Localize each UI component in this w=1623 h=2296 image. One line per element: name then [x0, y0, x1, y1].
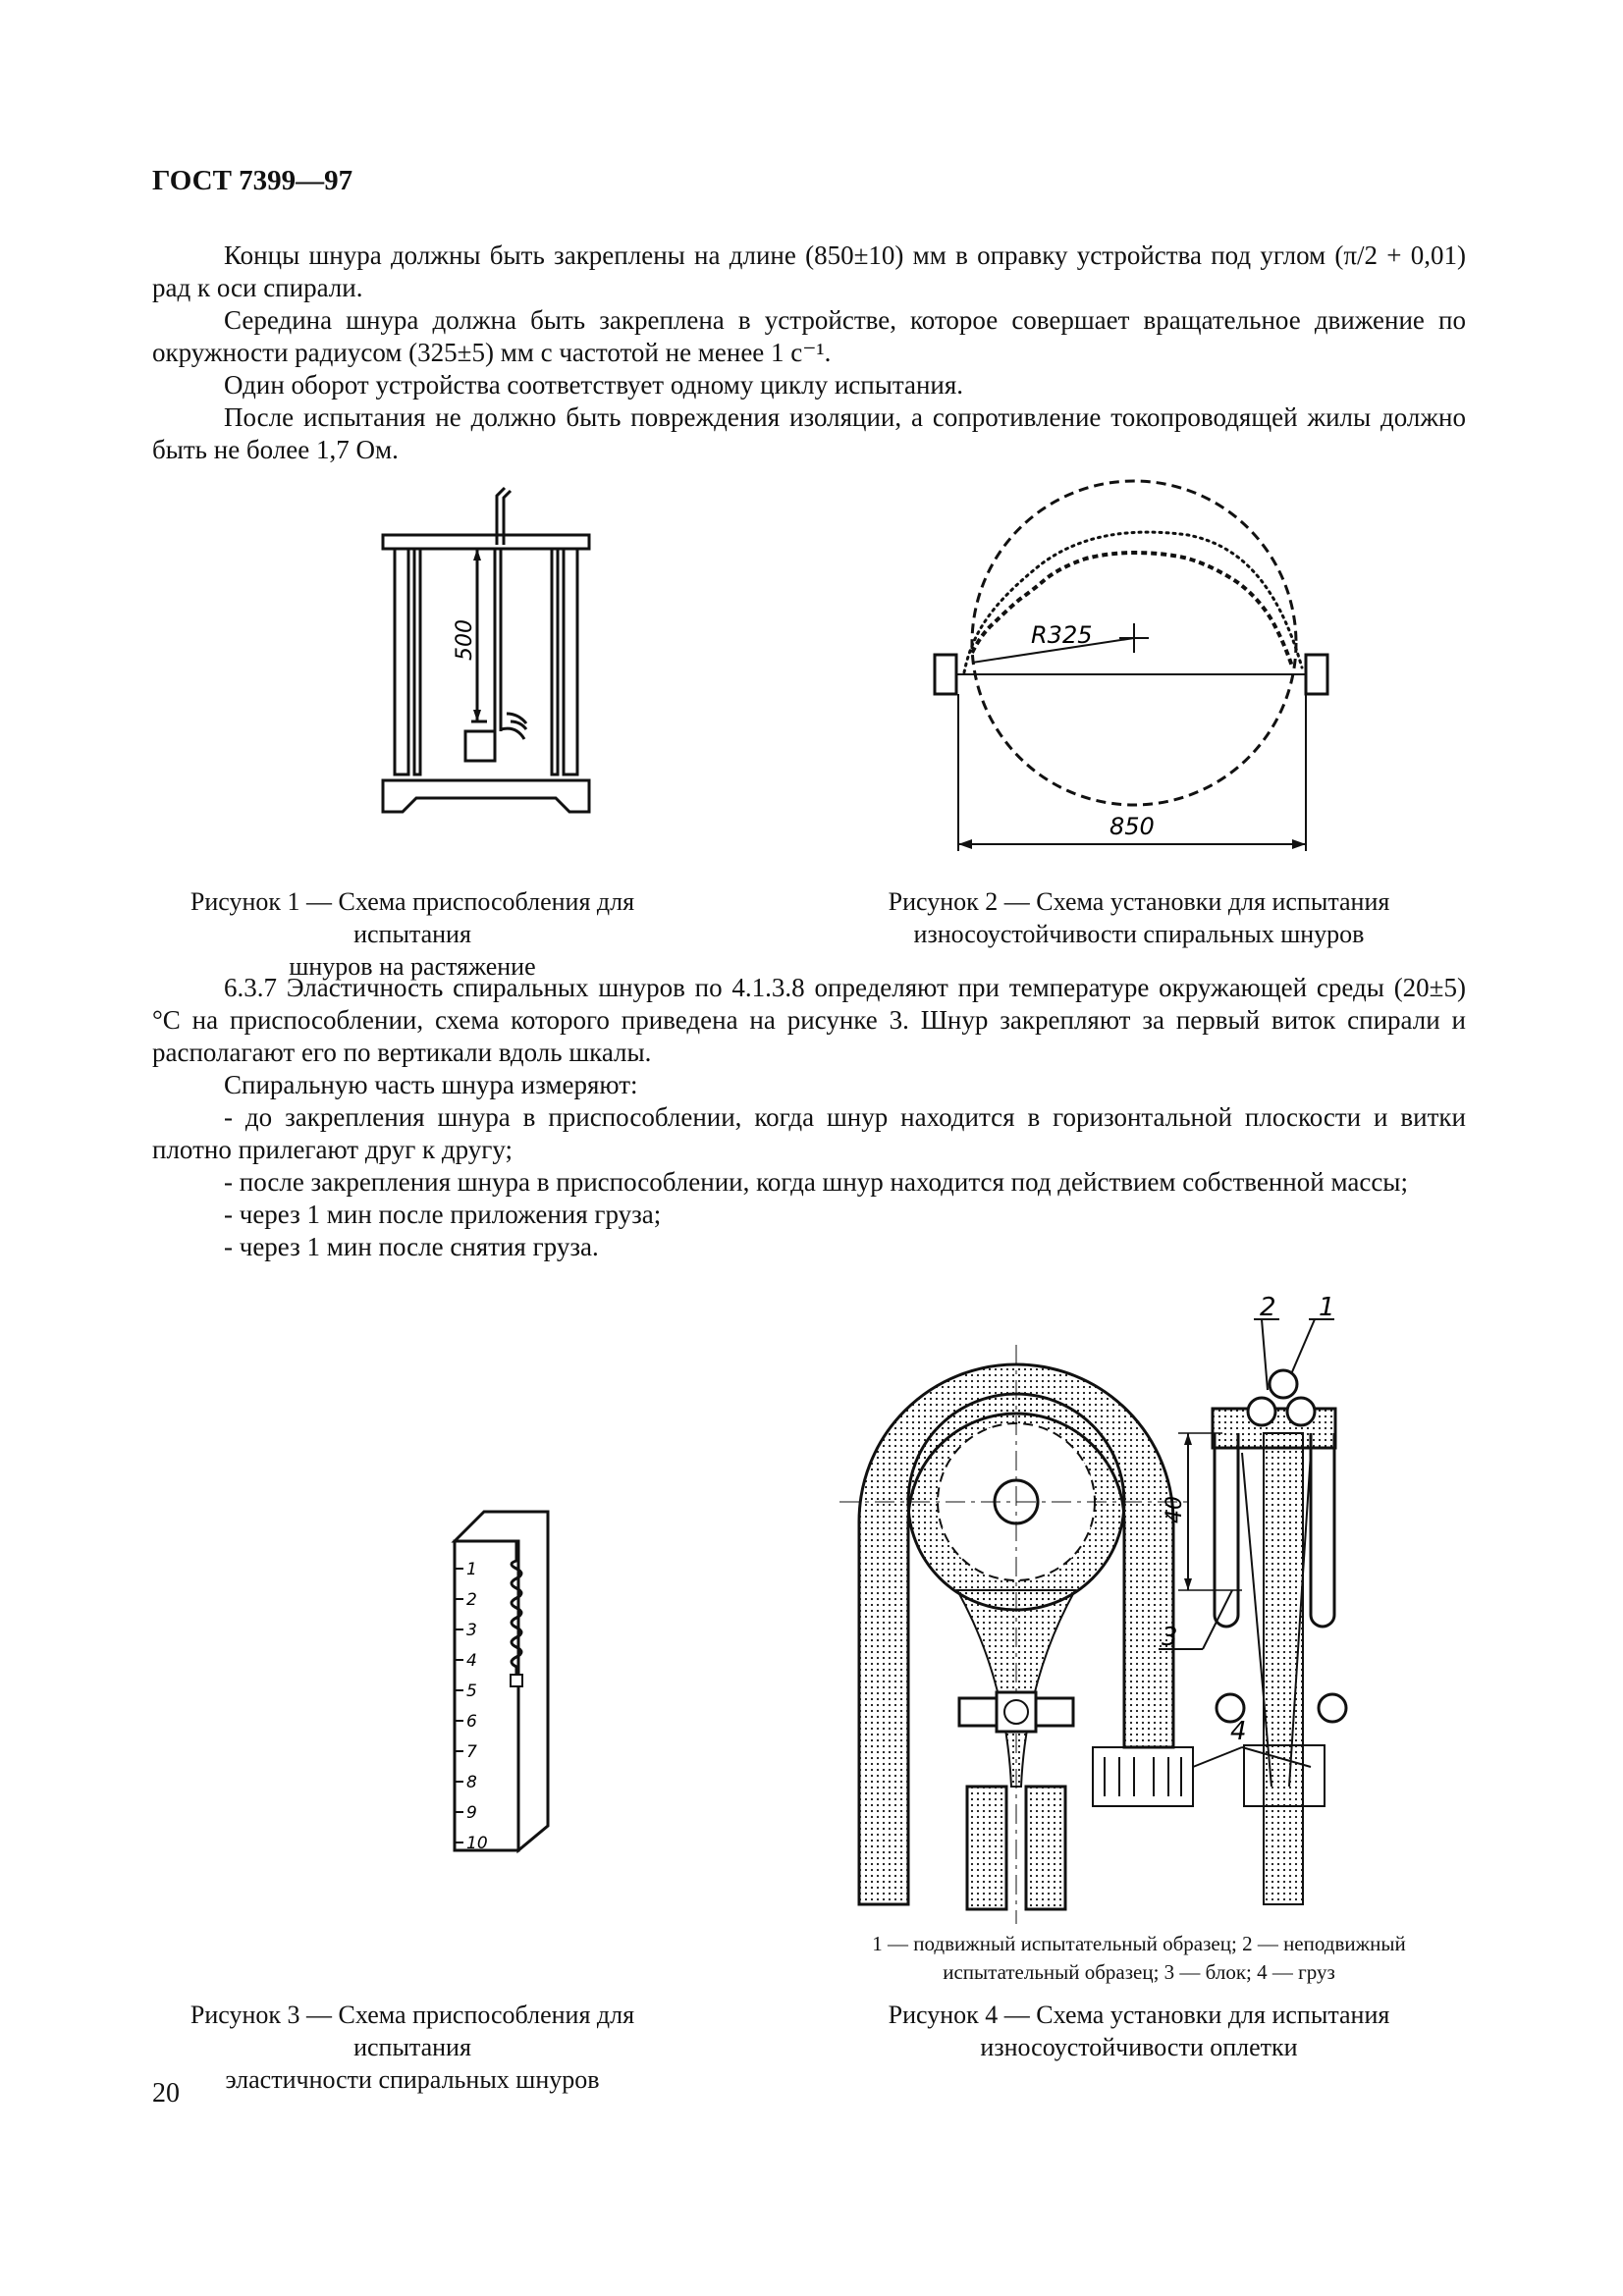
paragraph-measure: Спиральную часть шнура измеряют: [224, 1070, 638, 1099]
top-text-block [152, 240, 1466, 466]
page-number: 20 [152, 2078, 180, 2109]
paragraph-after-test: После испытания не должно быть повреждения изоляции, а сопротивление токопроводящей жилы должно быть не более 1,7 Ом. [152, 402, 1466, 464]
paragraph-elasticity: 6.3.7 Эластичность спиральных шнуров по 4.1.3.8 определяют при температуре окружающей среды (20±5) °С на приспособлении, схема которого приведена на рисунке 3. Шнур закрепляют за первый виток спирали и располагают его по вертикали вдоль шкалы. [152, 973, 1466, 1067]
figure-4-caption [844, 1999, 1434, 2063]
callout-3: 3 [1162, 1623, 1178, 1652]
list-item-before: - до закрепления шнура в приспособлении, когда шнур находится в горизонтальной плоскости и витки плотно прилегают друг к другу; [152, 1102, 1466, 1164]
figure-2-caption-line1: Рисунок 2 — Схема установки для испытания [888, 887, 1390, 916]
paragraph-cord-middle: Середина шнура должна быть закреплена в устройстве, которое совершает вращательное движение по окружности радиусом (325±5) мм с частотой не менее 1 с⁻¹. [152, 305, 1466, 367]
figure-1-caption [157, 885, 668, 983]
scale-label: 7 [466, 1742, 477, 1762]
paragraph-cord-ends: Концы шнура должны быть закреплены на длине (850±10) мм в оправку устройства под углом (π/2 + 0,01) рад к оси спирали. [152, 240, 1466, 302]
paragraph-cycle: Один оборот устройства соответствует одному циклу испытания. [224, 370, 964, 400]
scale-label: 3 [466, 1621, 477, 1640]
scale-label: 2 [466, 1590, 477, 1610]
dimension-40: 40 [1163, 1496, 1187, 1523]
figure-2-caption-line2: износоустойчивости спиральных шнуров [913, 920, 1365, 948]
figure-2-spiral-cord-setup [933, 486, 1345, 859]
figure-4-braid-setup [839, 1293, 1429, 1924]
figure-4-caption-line1: Рисунок 4 — Схема установки для испытания [888, 2001, 1390, 2029]
figure-3-elasticity-fixture [450, 1502, 558, 1855]
scale-label: 9 [466, 1803, 477, 1823]
scale-label: 10 [466, 1834, 488, 1853]
figure-4-legend-line1: 1 — подвижный испытательный образец; 2 — неподвижный [872, 1932, 1406, 1955]
list-item-after: - после закрепления шнура в приспособлении, когда шнур находится под действием собственной массы; [224, 1167, 1408, 1197]
figure-1-caption-line2: шнуров на растяжение [289, 952, 536, 981]
scale-label: 4 [466, 1651, 477, 1671]
figure-4-legend-line2: испытательный образец; 3 — блок; 4 — груз [943, 1960, 1335, 1984]
figure-1-tension-fixture [373, 486, 609, 820]
document-header: ГОСТ 7399—97 [152, 165, 353, 196]
figure-2-caption [844, 885, 1434, 950]
figure-3-caption-line2: эластичности спиральных шнуров [225, 2065, 600, 2094]
dimension-500: 500 [453, 619, 477, 661]
callout-2: 2 [1260, 1293, 1276, 1322]
scale-label: 8 [466, 1773, 477, 1792]
figure-3-caption [157, 1999, 668, 2096]
callout-4: 4 [1230, 1717, 1247, 1746]
middle-text-block [152, 972, 1466, 1263]
figure-4-legend [815, 1930, 1463, 1987]
scale-label: 1 [466, 1560, 477, 1579]
figure-4-caption-line2: износоустойчивости оплетки [980, 2033, 1298, 2061]
scale-label: 6 [466, 1712, 477, 1732]
dimension-r325: R325 [1031, 621, 1093, 649]
dimension-850: 850 [1109, 813, 1155, 840]
callout-1: 1 [1319, 1293, 1335, 1322]
figure-3-caption-line1: Рисунок 3 — Схема приспособления для испытания [189, 2001, 635, 2061]
list-item-unload: - через 1 мин после снятия груза. [224, 1232, 599, 1261]
list-item-load: - через 1 мин после приложения груза; [224, 1200, 662, 1229]
figure-1-caption-line1: Рисунок 1 — Схема приспособления для испытания [189, 887, 635, 948]
scale-label: 5 [466, 1682, 477, 1701]
